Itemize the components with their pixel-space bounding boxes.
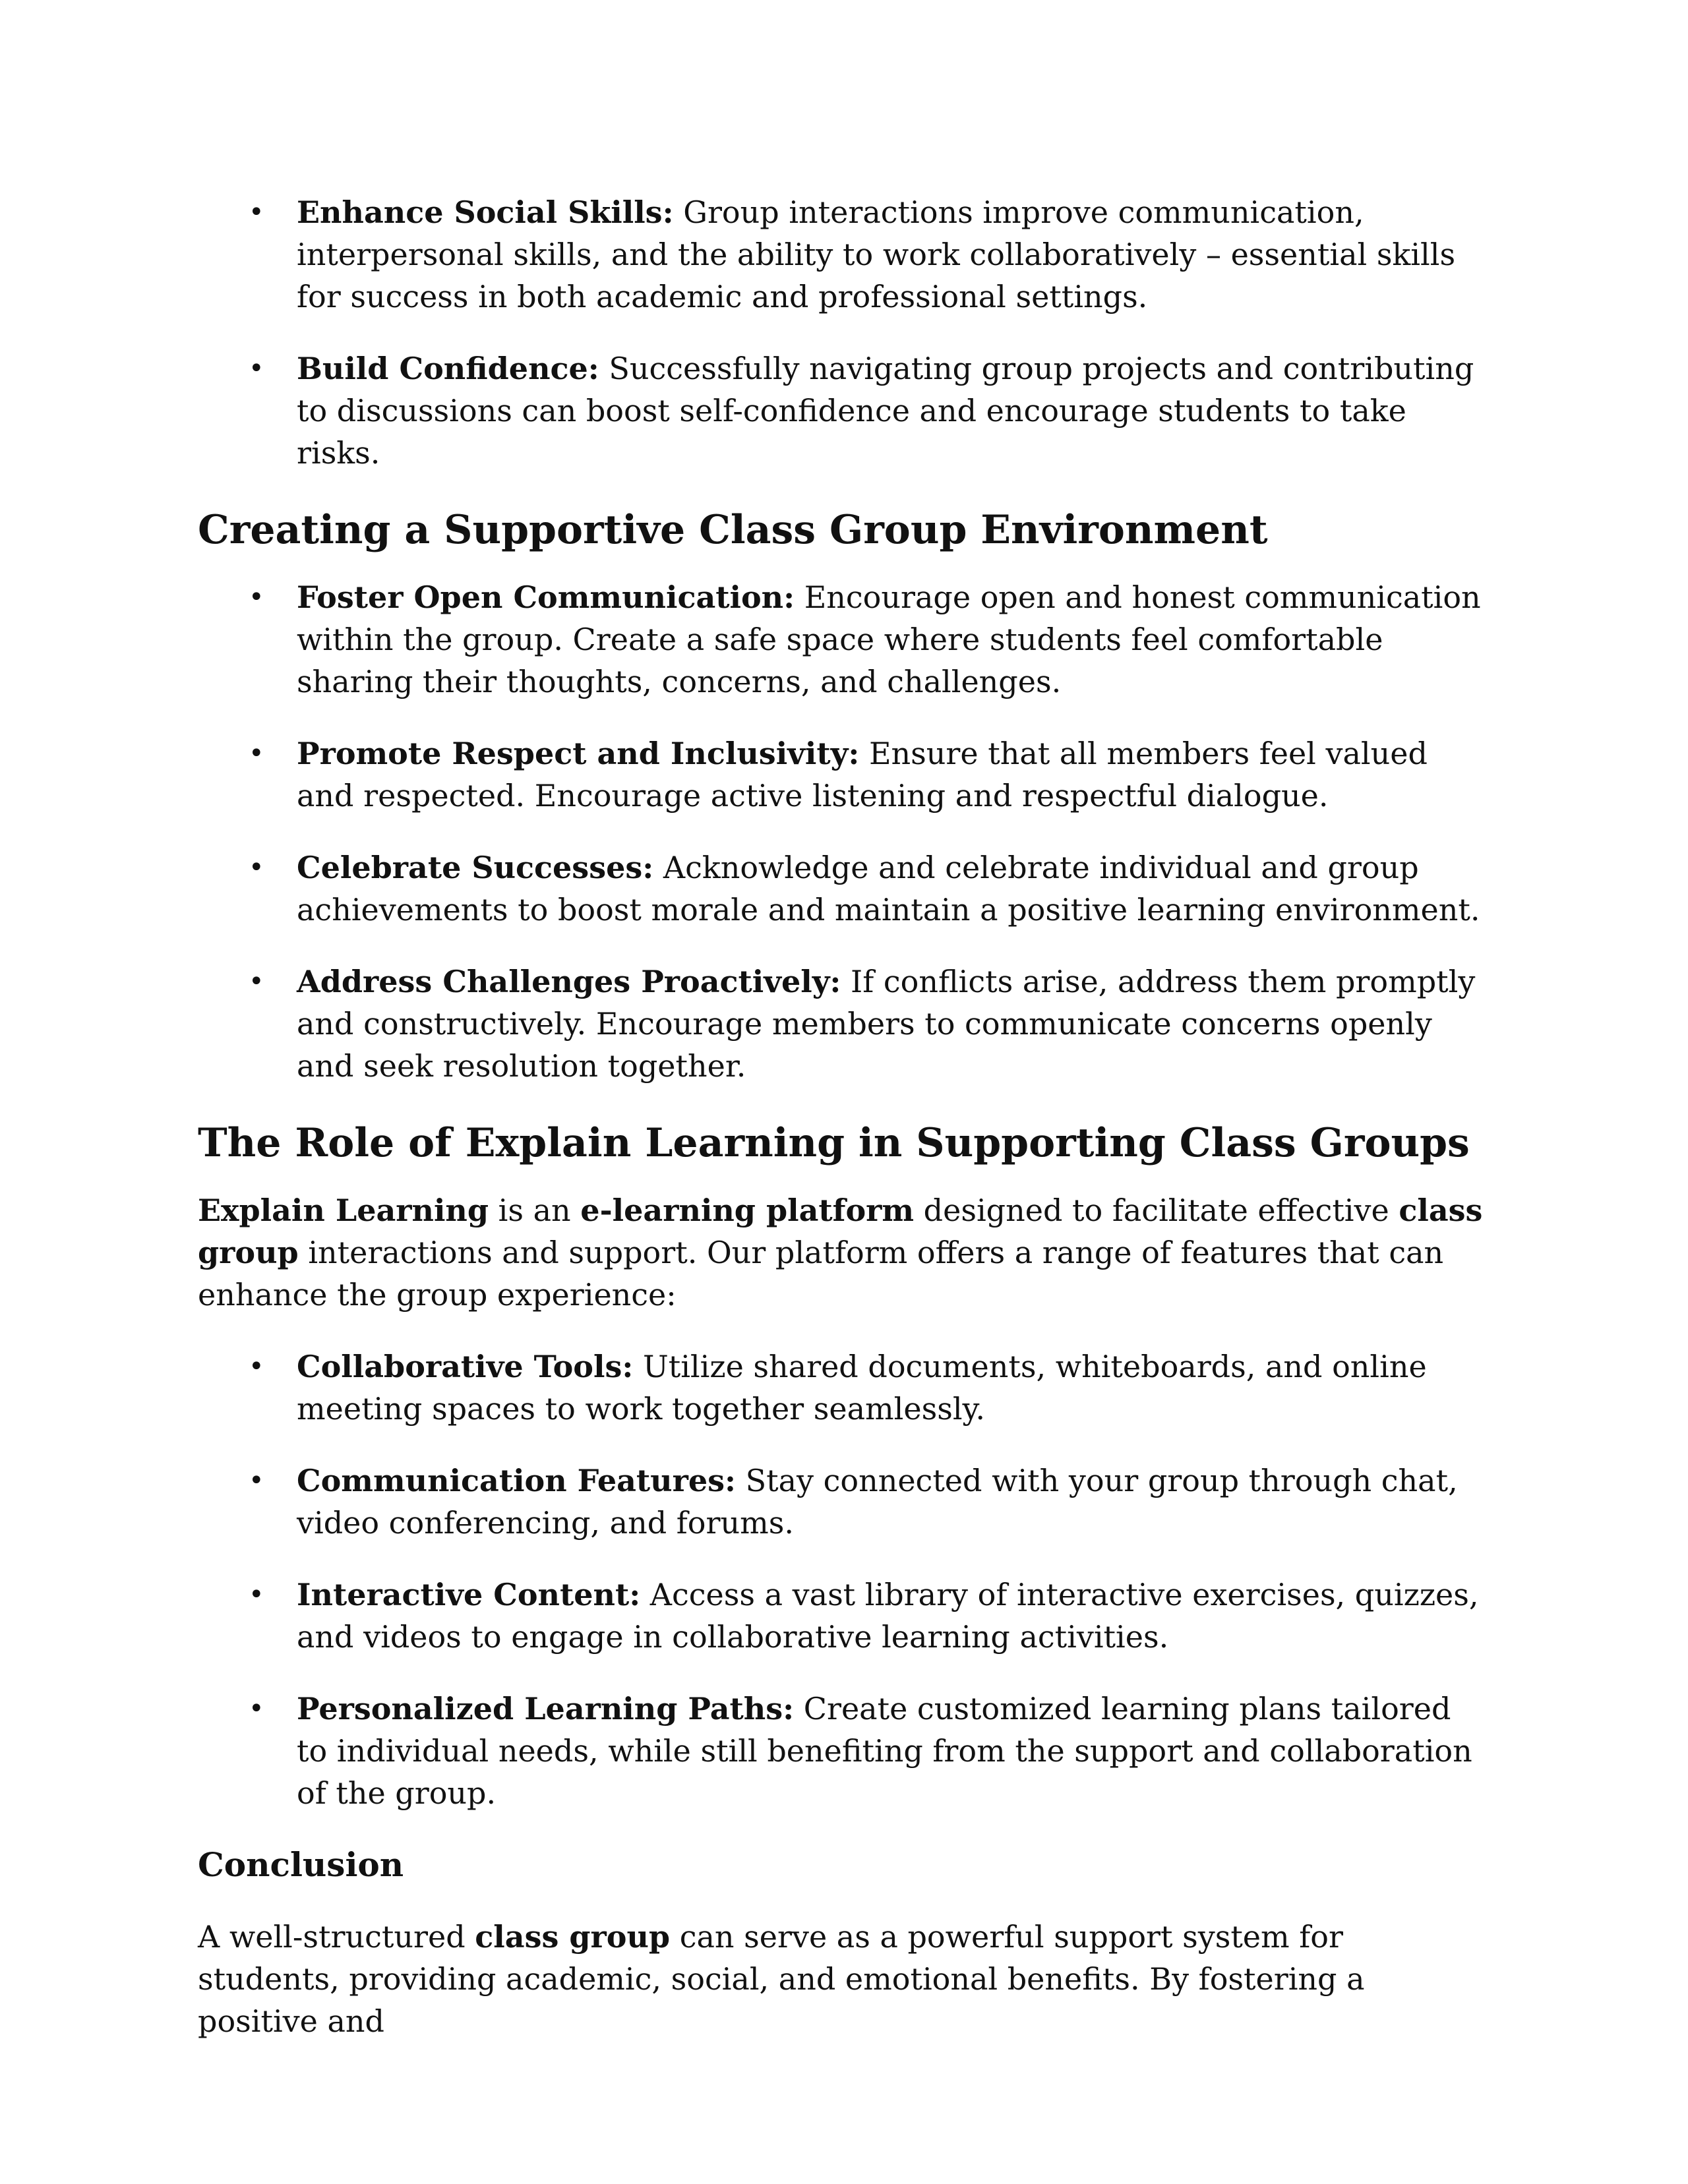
item-text: Group interactions improve communication, interpersonal skills, and the ability to work collaboratively – essential skills for success in both academic and professional settings. <box>297 194 1456 314</box>
bullet-icon: • <box>249 197 264 227</box>
bullet-icon: • <box>249 582 264 612</box>
item-text: Ensure that all members feel valued and respected. Encourage active listening and respectful dialogue. <box>297 736 1428 813</box>
item-term: Collaborative Tools: <box>297 1349 634 1384</box>
bullet-icon: • <box>249 1694 264 1724</box>
conclusion-heading: Conclusion <box>198 1845 404 1884</box>
item-term: Communication Features: <box>297 1463 736 1498</box>
list-item <box>198 732 1490 817</box>
bullet-icon: • <box>249 738 264 769</box>
bullet-icon: • <box>249 353 264 384</box>
environment-list <box>198 576 1490 1087</box>
bullet-icon: • <box>249 966 264 997</box>
item-term: Enhance Social Skills: <box>297 194 674 230</box>
text-run: designed to facilitate effective <box>914 1193 1399 1228</box>
bullet-icon: • <box>249 852 264 883</box>
conclusion-paragraph <box>198 1916 1490 2042</box>
item-text: Utilize shared documents, whiteboards, and online meeting spaces to work together seamlessly. <box>297 1349 1427 1427</box>
list-item <box>198 191 1490 318</box>
item-term: Personalized Learning Paths: <box>297 1691 795 1727</box>
text-run: can serve as a powerful support system for students, providing academic, social, and emotional benefits. By fostering a positive and <box>198 1919 1365 2039</box>
bold-phrase: Explain Learning <box>198 1193 489 1228</box>
text-run: is an <box>489 1193 581 1228</box>
benefits-list <box>198 191 1490 474</box>
list-item <box>198 846 1490 931</box>
item-text: Acknowledge and celebrate individual and group achievements to boost morale and maintain a positive learning environment. <box>297 850 1480 928</box>
list-item <box>198 960 1490 1087</box>
item-text: Access a vast library of interactive exercises, quizzes, and videos to engage in collaborative learning activities. <box>297 1577 1479 1655</box>
list-item <box>198 576 1490 703</box>
bold-phrase: class group <box>475 1919 671 1955</box>
item-text: Encourage open and honest communication within the group. Create a safe space where students feel comfortable sharing their thoughts, concerns, and challenges. <box>297 579 1481 699</box>
list-item <box>198 1688 1490 1814</box>
item-text: Create customized learning plans tailored to individual needs, while still benefiting from the support and collaboration of the group. <box>297 1691 1472 1811</box>
features-list <box>198 1345 1490 1814</box>
document-page <box>198 191 1490 2072</box>
item-text: Successfully navigating group projects and contributing to discussions can boost self-confidence and encourage students to take risks. <box>297 351 1474 471</box>
bullet-icon: • <box>249 1351 264 1382</box>
item-text: If conflicts arise, address them promptly and constructively. Encourage members to communicate concerns openly and seek resolution together. <box>297 964 1476 1084</box>
item-term: Interactive Content: <box>297 1577 641 1612</box>
item-term: Promote Respect and Inclusivity: <box>297 736 860 771</box>
section-heading-explain-learning: The Role of Explain Learning in Supporting Class Groups <box>198 1120 1470 1166</box>
bold-phrase: e-learning platform <box>580 1193 915 1228</box>
item-term: Celebrate Successes: <box>297 850 654 885</box>
intro-paragraph <box>198 1189 1490 1316</box>
list-item <box>198 347 1490 474</box>
text-run: A well-structured <box>198 1919 475 1955</box>
item-term: Build Confidence: <box>297 351 599 386</box>
bullet-icon: • <box>249 1465 264 1496</box>
bold-phrase: class group <box>198 1193 1483 1270</box>
list-item <box>198 1460 1490 1544</box>
list-item <box>198 1345 1490 1430</box>
item-term: Address Challenges Proactively: <box>297 964 841 999</box>
bullet-icon: • <box>249 1579 264 1610</box>
item-term: Foster Open Communication: <box>297 579 795 615</box>
list-item <box>198 1574 1490 1658</box>
section-heading-supportive-environment: Creating a Supportive Class Group Environment <box>198 507 1268 553</box>
text-run: interactions and support. Our platform offers a range of features that can enhance the group experience: <box>198 1235 1444 1313</box>
item-text: Stay connected with your group through chat, video conferencing, and forums. <box>297 1463 1458 1541</box>
